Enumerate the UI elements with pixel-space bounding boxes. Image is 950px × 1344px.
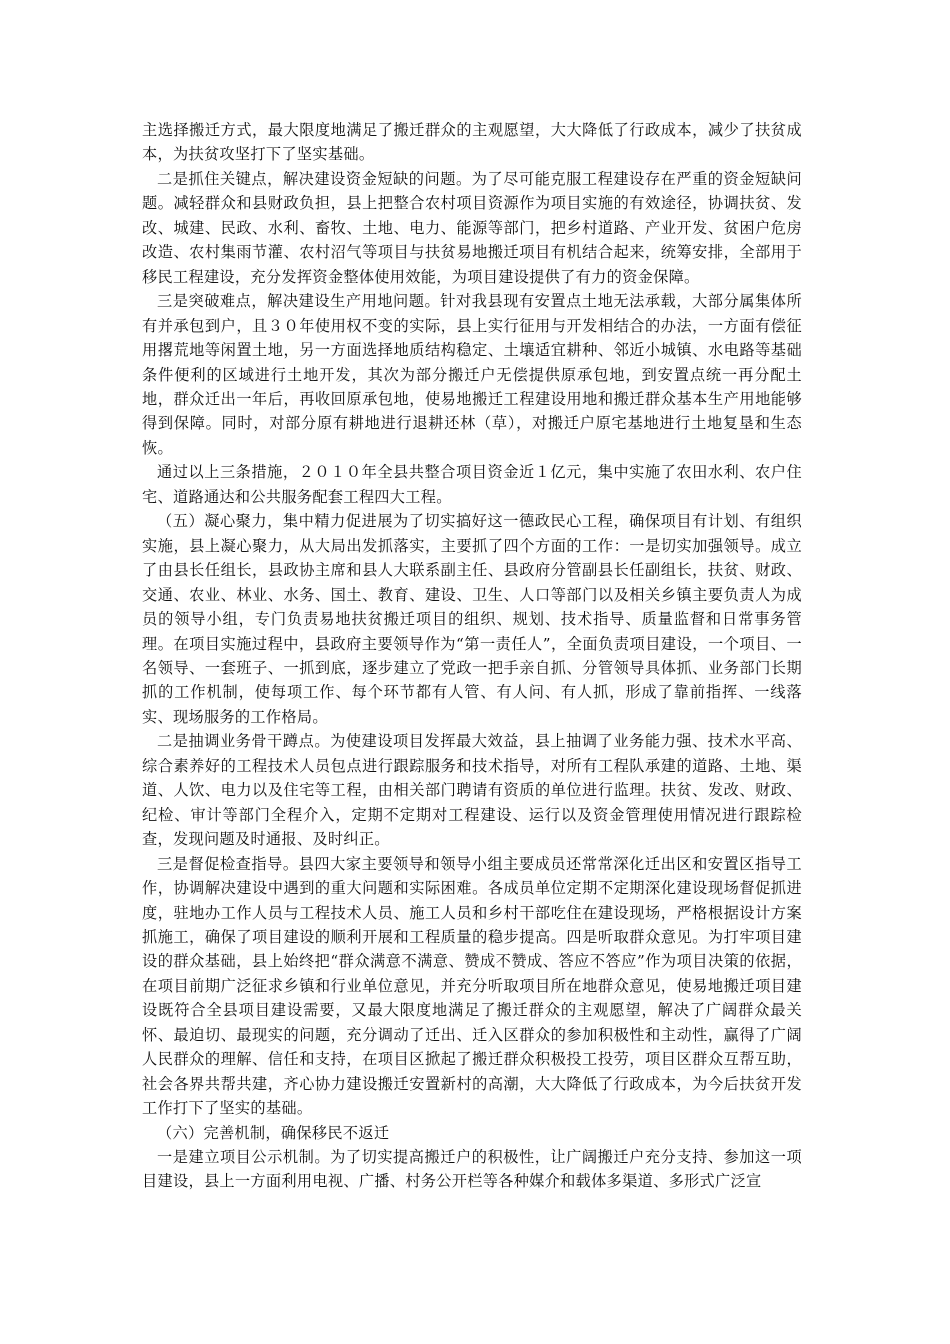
section-6-heading: （六）完善机制，确保移民不返迁 [157, 1123, 390, 1142]
document-body [142, 118, 802, 1194]
paragraph-2: 二是抓住关键点，解决建设资金短缺的问题。为了尽可能克服工程建设存在严重的资金短缺问题。减轻群众和县财政负担，县上把整合农村项目资源作为项目实施的有效途径，协调扶贫、发改、城建、民政、水利、畜牧、土地、电力、能源等部门，把乡村道路、产业开发、贫困户危房改造、农村集雨节灌、农村沼气等项目与扶贫易地搬迁项目有机结合起来，统筹安排，全部用于移民工程建设，充分发挥资金整体使用效能，为项目建设提供了有力的资金保障。 [142, 169, 802, 286]
paragraph-6: 二是抽调业务骨干蹲点。为使建设项目发挥最大效益，县上抽调了业务能力强、技术水平高、综合素养好的工程技术人员包点进行跟踪服务和技术指导，对所有工程队承建的道路、土地、渠道、人饮、电力以及住宅等工程，由相关部门聘请有资质的单位进行监理。扶贫、发改、财政、纪检、审计等部门全程介入，定期不定期对工程建设、运行以及资金管理使用情况进行跟踪检查，发现问题及时通报、及时纠正。 [142, 732, 802, 849]
section-5-paragraph: （五）凝心聚力，集中精力促进展为了切实搞好这一德政民心工程，确保项目有计划、有组织实施，县上凝心聚力，从大局出发抓落实，主要抓了四个方面的工作：一是切实加强领导。成立了由县长任组长，县政协主席和县人大联系副主任、县政府分管副县长任副组长，扶贫、财政、交通、农业、林业、水务、国土、教育、建设、卫生、人口等部门以及相关乡镇主要负责人为成员的领导小组，专门负责易地扶贫搬迁项目的组织、规划、技术指导、质量监督和日常事务管理。在项目实施过程中，县政府主要领导作为“第一责任人”，全面负责项目建设，一个项目、一名领导、一套班子、一抓到底，逐步建立了党政一把手亲自抓、分管领导具体抓、业务部门长期抓的工作机制，使每项工作、每个环节都有人管、有人问、有人抓，形成了靠前指挥、一线落实、现场服务的工作格局。 [142, 512, 802, 726]
paragraph-3: 三是突破难点，解决建设生产用地问题。针对我县现有安置点土地无法承载，大部分属集体所有并承包到户，且３０年使用权不变的实际，县上实行征用与开发相结合的办法，一方面有偿征用撂荒地等闲置土地，另一方面选择地质结构稳定、土壤适宜耕种、邻近小城镇、水电路等基础条件便利的区域进行土地开发，其次为部分搬迁户无偿提供原承包地，到安置点统一再分配土地，群众迁出一年后，再收回原承包地，使易地搬迁工程建设用地和搬迁群众基本生产用地能够得到保障。同时，对部分原有耕地进行退耕还林（草），对搬迁户原宅基地进行土地复垦和生态恢。 [142, 292, 802, 457]
paragraph-9: 一是建立项目公示机制。为了切实提高搬迁户的积极性，让广阔搬迁户充分支持、参加这一项目建设，县上一方面利用电视、广播、村务公开栏等各种媒介和载体多渠道、多形式广泛宣 [142, 1148, 802, 1191]
paragraph-1: 主选择搬迁方式，最大限度地满足了搬迁群众的主观愿望，大大降低了行政成本，减少了扶贫成本，为扶贫攻坚打下了坚实基础。 [142, 121, 802, 164]
paragraph-7: 三是督促检查指导。县四大家主要领导和领导小组主要成员还常常深化迁出区和安置区指导工作，协调解决建设中遇到的重大问题和实际困难。各成员单位定期不定期深化建设现场督促抓进度，驻地办工作人员与工程技术人员、施工人员和乡村干部吃住在建设现场，严格根据设计方案抓施工，确保了项目建设的顺利开展和工程质量的稳步提高。四是听取群众意见。为打牢项目建设的群众基础，县上始终把“群众满意不满意、赞成不赞成、答应不答应”作为项目决策的依据，在项目前期广泛征求乡镇和行业单位意见，并充分听取项目所在地群众意见，使易地搬迁项目建设既符合全县项目建设需要，又最大限度地满足了搬迁群众的主观愿望，解决了广阔群众最关怀、最迫切、最现实的问题，充分调动了迁出、迁入区群众的参加积极性和主动性，赢得了广阔人民群众的理解、信任和支持，在项目区掀起了搬迁群众积极投工投劳，项目区群众互帮互助，社会各界共帮共建，齐心协力建设搬迁安置新村的高潮，大大降低了行政成本，为今后扶贫开发工作打下了坚实的基础。 [142, 854, 802, 1118]
paragraph-4: 通过以上三条措施，２０１０年全县共整合项目资金近１亿元，集中实施了农田水利、农户住宅、道路通达和公共服务配套工程四大工程。 [142, 463, 802, 506]
